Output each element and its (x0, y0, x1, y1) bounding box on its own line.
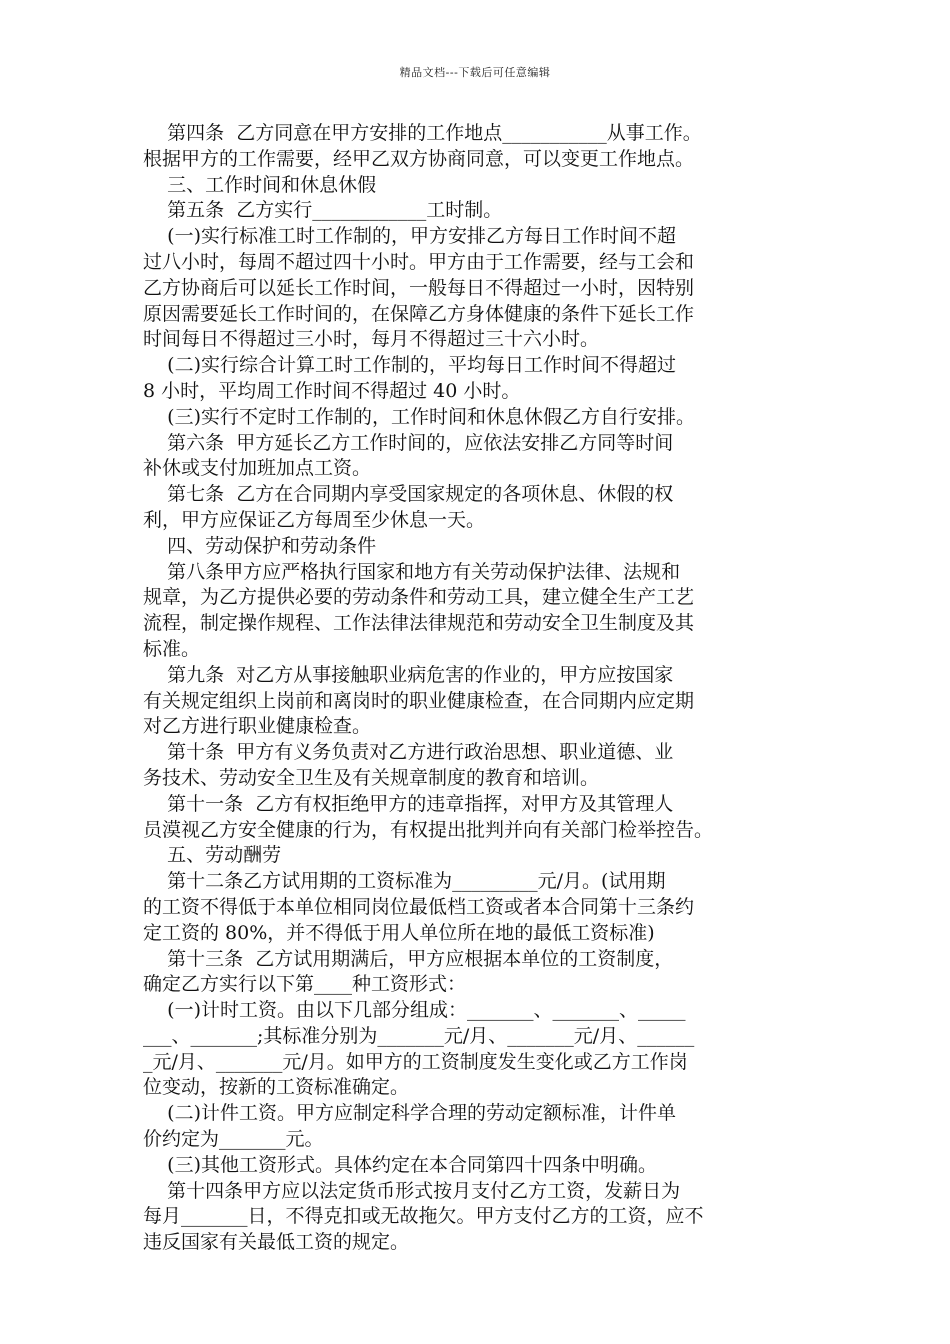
text-line: ___、_______;其标准分别为_______元/月、_______元/月、______ (143, 1024, 695, 1047)
text-line: 第七条 乙方在合同期内享受国家规定的各项休息、休假的权 (143, 483, 674, 506)
text-line: 第六条 甲方延长乙方工作时间的，应依法安排乙方同等时间 (143, 431, 674, 454)
text-line: 流程，制定操作规程、工作法律法律规范和劳动安全卫生制度及其 (143, 612, 695, 635)
text-line: 原因需要延长工作时间的，在保障乙方身体健康的条件下延长工作 (143, 302, 695, 325)
text-line: 五、劳动酬劳 (143, 844, 282, 867)
text-line: (一)实行标准工时工作制的，甲方安排乙方每日工作时间不超 (143, 225, 676, 248)
text-line: 三、工作时间和休息休假 (143, 173, 377, 196)
text-line: (三)其他工资形式。具体约定在本合同第四十四条中明确。 (143, 1153, 657, 1176)
text-line: 8 小时，平均周工作时间不得超过 40 小时。 (143, 379, 521, 402)
text-line: 过八小时，每周不超过四十小时。甲方由于工作需要，经与工会和 (143, 250, 695, 273)
text-line: 位变动，按新的工资标准确定。 (143, 1076, 410, 1099)
text-line: 第九条 对乙方从事接触职业病危害的作业的，甲方应按国家 (143, 663, 674, 686)
text-line: 违反国家有关最低工资的规定。 (143, 1231, 410, 1254)
text-line: 第十条 甲方有义务负责对乙方进行政治思想、职业道德、业 (143, 741, 674, 764)
text-line: 每月_______日，不得克扣或无故拖欠。甲方支付乙方的工资，应不 (143, 1205, 704, 1228)
text-line: 第十三条 乙方试用期满后，甲方应根据本单位的工资制度， (143, 947, 674, 970)
document-body (143, 121, 823, 1256)
text-line: 第五条 乙方实行____________工时制。 (143, 199, 503, 222)
text-line: 乙方协商后可以延长工作时间，一般每日不得超过一小时，因特别 (143, 276, 695, 299)
text-line: 确定乙方实行以下第____种工资形式： (143, 973, 467, 996)
text-line: 时间每日不得超过三小时，每月不得超过三十六小时。 (143, 328, 600, 351)
text-line: 第八条甲方应严格执行国家和地方有关劳动保护法律、法规和 (143, 560, 681, 583)
page-header: 精品文档---下载后可任意编辑 (399, 66, 551, 79)
text-line: 利，甲方应保证乙方每周至少休息一天。 (143, 508, 486, 531)
text-line: (一)计时工资。由以下几部分组成：_______、_______、_____ (143, 999, 686, 1022)
text-line: 补休或支付加班加点工资。 (143, 457, 372, 480)
text-line: 第十四条甲方应以法定货币形式按月支付乙方工资，发薪日为 (143, 1179, 681, 1202)
text-line: 员漠视乙方安全健康的行为，有权提出批判并向有关部门检举控告。 (143, 818, 714, 841)
text-line: 的工资不得低于本单位相同岗位最低档工资或者本合同第十三条约 (143, 895, 695, 918)
text-line: 定工资的 80%，并不得低于用人单位所在地的最低工资标准) (143, 921, 655, 944)
text-line: 务技术、劳动安全卫生及有关规章制度的教育和培训。 (143, 766, 600, 789)
text-line: 价约定为_______元。 (143, 1128, 324, 1151)
text-line: 第十二条乙方试用期的工资标准为_________元/月。(试用期 (143, 870, 666, 893)
text-line: 对乙方进行职业健康检查。 (143, 715, 372, 738)
text-line: (二)计件工资。甲方应制定科学合理的劳动定额标准，计件单 (143, 1102, 676, 1125)
text-line: (三)实行不定时工作制的，工作时间和休息休假乙方自行安排。 (143, 405, 695, 428)
text-line: 第十一条 乙方有权拒绝甲方的违章指挥，对甲方及其管理人 (143, 792, 674, 815)
text-line: _元/月、_______元/月。如甲方的工资制度发生变化或乙方工作岗 (143, 1050, 688, 1073)
text-line: 标准。 (143, 637, 201, 660)
text-line: 四、劳动保护和劳动条件 (143, 534, 377, 557)
text-line: 规章，为乙方提供必要的劳动条件和劳动工具，建立健全生产工艺 (143, 586, 695, 609)
text-line: 有关规定组织上岗前和离岗时的职业健康检查，在合同期内应定期 (143, 689, 695, 712)
text-line: (二)实行综合计算工时工作制的，平均每日工作时间不得超过 (143, 354, 676, 377)
text-line: 第四条 乙方同意在甲方安排的工作地点___________从事工作。 (143, 122, 702, 144)
text-line: 根据甲方的工作需要，经甲乙双方协商同意，可以变更工作地点。 (143, 147, 695, 170)
